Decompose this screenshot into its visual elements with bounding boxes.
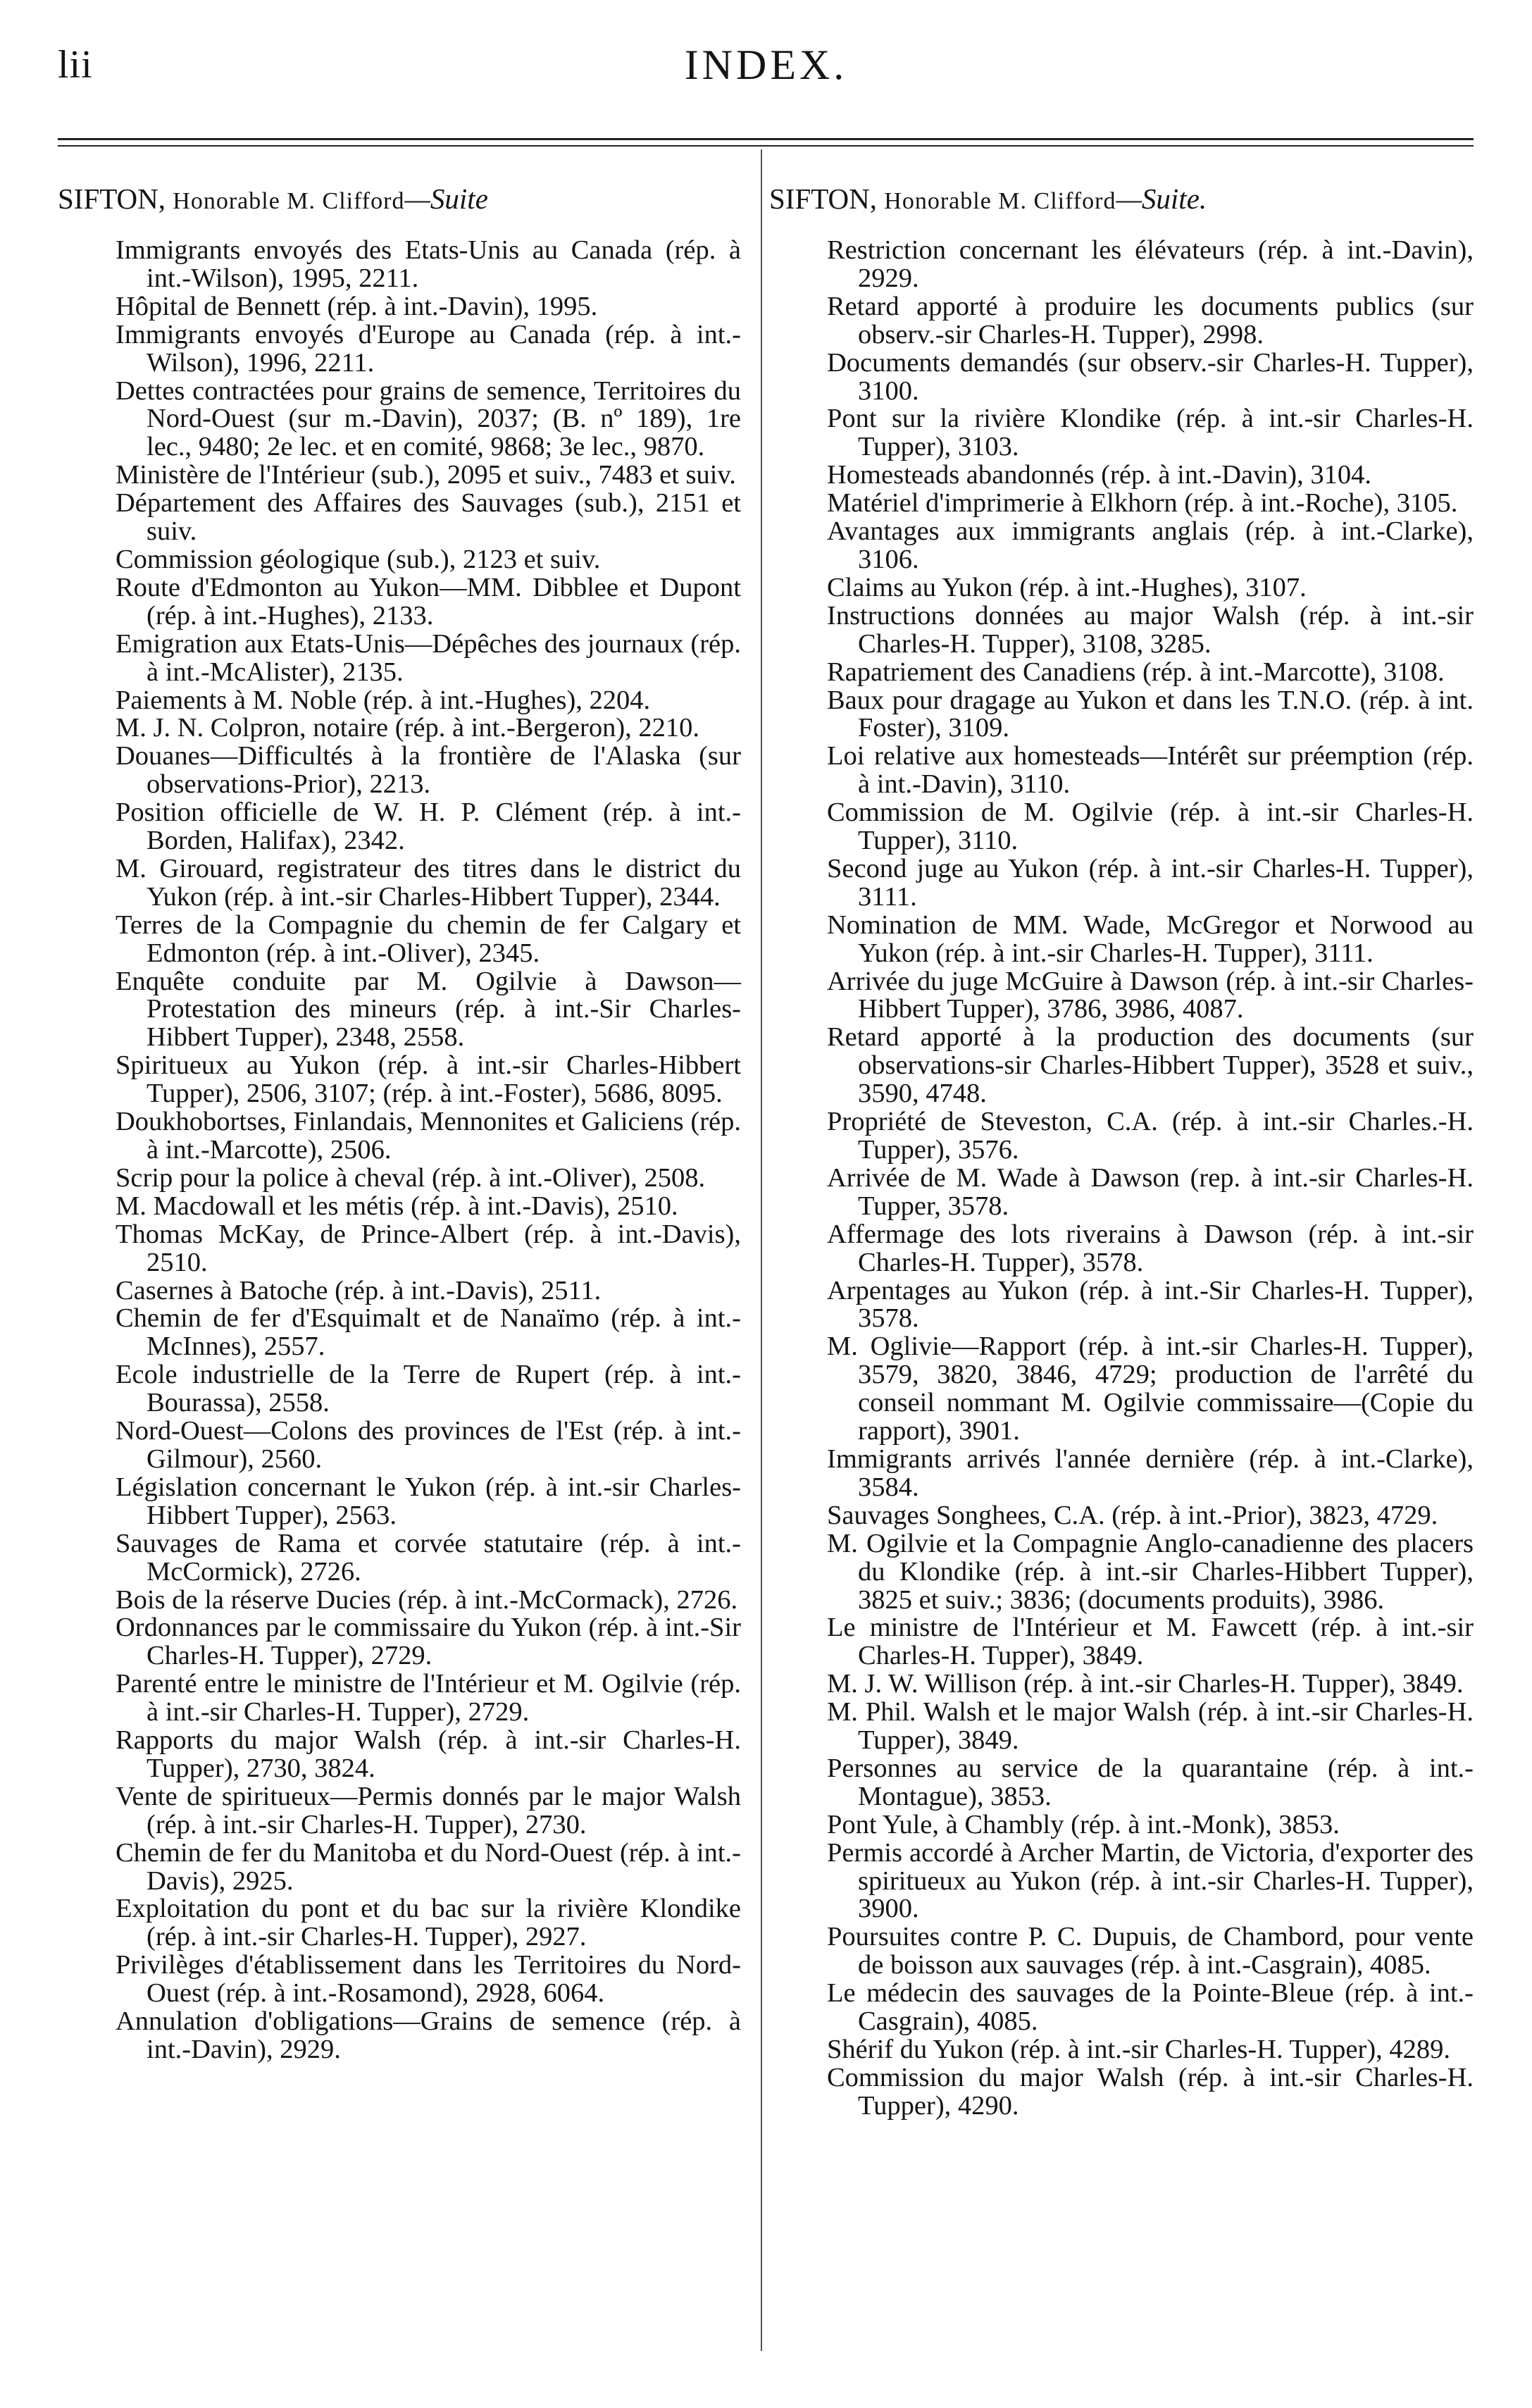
- column-heading: [769, 182, 1474, 218]
- heading-suite: —Suite.: [1116, 182, 1207, 215]
- index-entry: Commission géologique (sub.), 2123 et suiv.: [116, 544, 601, 574]
- index-entry: Scrip pour la police à cheval (rép. à int.-Oliver), 2508.: [116, 1162, 706, 1193]
- index-entry: Sauvages Songhees, C.A. (rép. à int.-Prior), 3823, 4729.: [827, 1500, 1438, 1530]
- index-entry: Homesteads abandonnés (rép. à int.-Davin), 3104.: [827, 460, 1371, 490]
- index-entry: Personnes au service de la quarantaine (rép. à int.-Montague), 3853.: [827, 1753, 1474, 1811]
- index-entry: Second juge au Yukon (rép. à int.-sir Charles-H. Tupper), 3111.: [827, 853, 1474, 912]
- index-entry: Documents demandés (sur observ.-sir Charles-H. Tupper), 3100.: [827, 347, 1474, 406]
- index-entry: Nord-Ouest—Colons des provinces de l'Est (rép. à int.-Gilmour), 2560.: [116, 1416, 741, 1474]
- index-entry: Chemin de fer d'Esquimalt et de Nanaïmo (rép. à int.-McInnes), 2557.: [116, 1303, 741, 1362]
- index-entry: Instructions données au major Walsh (rép. à int.-sir Charles-H. Tupper), 3108, 3285.: [827, 600, 1474, 659]
- index-entry: Enquête conduite par M. Ogilvie à Dawson—Protestation des mineurs (rép. à int.-Sir Charles-Hibbert Tupper), 2348, 2558.: [116, 966, 741, 1053]
- index-entry: Le ministre de l'Intérieur et M. Fawcett (rép. à int.-sir Charles-H. Tupper), 3849.: [827, 1613, 1474, 1671]
- index-entry: Avantages aux immigrants anglais (rép. à int.-Clarke), 3106.: [827, 516, 1474, 574]
- index-entry: Ordonnances par le commissaire du Yukon (rép. à int.-Sir Charles-H. Tupper), 2729.: [116, 1613, 741, 1671]
- index-entry: Chemin de fer du Manitoba et du Nord-Ouest (rép. à int.-Davis), 2925.: [116, 1837, 741, 1896]
- index-entry: Paiements à M. Noble (rép. à int.-Hughes), 2204.: [116, 685, 651, 715]
- index-entry: Emigration aux Etats-Unis—Dépêches des journaux (rép. à int.-McAlister), 2135.: [116, 628, 741, 687]
- index-entry: Matériel d'imprimerie à Elkhorn (rép. à int.-Roche), 3105.: [827, 488, 1458, 519]
- heading-honorific: Honorable M. Clifford: [173, 188, 405, 214]
- index-entry: Législation concernant le Yukon (rép. à int.-sir Charles-Hibbert Tupper), 2563.: [116, 1472, 741, 1530]
- index-entry: Arrivée de M. Wade à Dawson (rep. à int.-sir Charles-H. Tupper, 3578.: [827, 1162, 1474, 1221]
- index-entry: Restriction concernant les élévateurs (rép. à int.-Davin), 2929.: [827, 235, 1474, 293]
- index-entry: M. Ogilvie et la Compagnie Anglo-canadienne des placers du Klondike (rép. à int.-sir Charles-Hibbert Tupper), 3825 et suiv.; 3836; (documents produits), 3986.: [827, 1528, 1474, 1615]
- index-entry: Vente de spiritueux—Permis donnés par le major Walsh (rép. à int.-sir Charles-H. Tupper), 2730.: [116, 1781, 741, 1839]
- index-entry: Ecole industrielle de la Terre de Rupert (rép. à int.-Bourassa), 2558.: [116, 1360, 741, 1418]
- index-column-right: [769, 182, 1474, 2121]
- index-entry: Douanes—Difficultés à la frontière de l'Alaska (sur observations-Prior), 2213.: [116, 741, 741, 800]
- index-entry: Permis accordé à Archer Martin, de Victoria, d'exporter des spiritueux au Yukon (rép. à int.-sir Charles-H. Tupper), 3900.: [827, 1837, 1474, 1924]
- header-rule-bottom: [58, 145, 1474, 147]
- index-entry: Pont sur la rivière Klondike (rép. à int.-sir Charles-H. Tupper), 3103.: [827, 404, 1474, 462]
- index-entry: Retard apporté à la production des documents (sur observations-sir Charles-Hibbert Tupper), 3528 et suiv., 3590, 4748.: [827, 1022, 1474, 1109]
- index-entry: Bois de la réserve Ducies (rép. à int.-McCormack), 2726.: [116, 1584, 738, 1615]
- index-entry: Commission du major Walsh (rép. à int.-sir Charles-H. Tupper), 4290.: [827, 2062, 1474, 2121]
- index-entry: Shérif du Yukon (rép. à int.-sir Charles-H. Tupper), 4289.: [827, 2035, 1451, 2064]
- index-entry: Route d'Edmonton au Yukon—MM. Dibblee et Dupont (rép. à int.-Hughes), 2133.: [116, 572, 741, 631]
- index-entry: Propriété de Steveston, C.A. (rép. à int.-sir Charles.-H. Tupper), 3576.: [827, 1107, 1474, 1165]
- index-entry: Sauvages de Rama et corvée statutaire (rép. à int.-McCormick), 2726.: [116, 1528, 741, 1587]
- index-entry: M. Oglivie—Rapport (rép. à int.-sir Charles-H. Tupper), 3579, 3820, 3846, 4729; production de l'arrêté du conseil nommant M. Ogilvie commissaire—(Copie du rapport), 3901.: [827, 1332, 1474, 1446]
- index-entry: Dettes contractées pour grains de semence, Territoires du Nord-Ouest (sur m.-Davin), 2037; (B. nº 189), 1re lec., 9480; 2e lec. et en comité, 9868; 3e lec., 9870.: [116, 376, 741, 462]
- index-entry: Le médecin des sauvages de la Pointe-Bleue (rép. à int.-Casgrain), 4085.: [827, 1978, 1474, 2037]
- header-rule-top: [58, 138, 1474, 140]
- index-entry: Retard apporté à produire les documents publics (sur observ.-sir Charles-H. Tupper), 2998.: [827, 291, 1474, 349]
- index-entry: Thomas McKay, de Prince-Albert (rép. à int.-Davis), 2510.: [116, 1219, 741, 1277]
- index-column-left: [58, 182, 741, 2064]
- index-entry: Département des Affaires des Sauvages (sub.), 2151 et suiv.: [116, 488, 741, 547]
- index-entry: M. Phil. Walsh et le major Walsh (rép. à int.-sir Charles-H. Tupper), 3849.: [827, 1697, 1474, 1756]
- index-entry: Commission de M. Ogilvie (rép. à int.-sir Charles-H. Tupper), 3110.: [827, 798, 1474, 856]
- index-entry: Privilèges d'établissement dans les Territoires du Nord-Ouest (rép. à int.-Rosamond), 2928, 6064.: [116, 1950, 741, 2009]
- index-entry: Arrivée du juge McGuire à Dawson (rép. à int.-sir Charles-Hibbert Tupper), 3786, 3986, 4087.: [827, 966, 1474, 1024]
- index-entry: Immigrants arrivés l'année dernière (rép. à int.-Clarke), 3584.: [827, 1444, 1474, 1502]
- index-entry: M. J. N. Colpron, notaire (rép. à int.-Bergeron), 2210.: [116, 713, 700, 743]
- index-entry: Arpentages au Yukon (rép. à int.-Sir Charles-H. Tupper), 3578.: [827, 1275, 1474, 1334]
- page-title: INDEX.: [684, 42, 848, 88]
- index-entry: Rapatriement des Canadiens (rép. à int.-Marcotte), 3108.: [827, 657, 1445, 687]
- index-entry: Hôpital de Bennett (rép. à int.-Davin), 1995.: [116, 291, 598, 321]
- index-entry: Ministère de l'Intérieur (sub.), 2095 et suiv., 7483 et suiv.: [116, 460, 736, 490]
- index-entry: Exploitation du pont et du bac sur la rivière Klondike (rép. à int.-sir Charles-H. Tupper), 2927.: [116, 1894, 741, 1952]
- index-entry: Doukhobortses, Finlandais, Mennonites et Galiciens (rép. à int.-Marcotte), 2506.: [116, 1107, 741, 1165]
- index-entry: Terres de la Compagnie du chemin de fer Calgary et Edmonton (rép. à int.-Oliver), 2345.: [116, 910, 741, 968]
- index-entry: Annulation d'obligations—Grains de semence (rép. à int.-Davin), 2929.: [116, 2006, 741, 2064]
- index-entry: Nomination de MM. Wade, McGregor et Norwood au Yukon (rép. à int.-sir Charles-H. Tupper), 3111.: [827, 910, 1474, 968]
- index-entry: Claims au Yukon (rép. à int.-Hughes), 3107.: [827, 572, 1307, 602]
- index-entries: [58, 237, 741, 2064]
- index-entries: [769, 237, 1474, 2121]
- index-entry: M. Girouard, registrateur des titres dans le district du Yukon (rép. à int.-sir Charles-Hibbert Tupper), 2344.: [116, 853, 741, 912]
- heading-name: SIFTON,: [58, 182, 166, 215]
- column-divider: [761, 149, 762, 2351]
- index-entry: Affermage des lots riverains à Dawson (rép. à int.-sir Charles-H. Tupper), 3578.: [827, 1219, 1474, 1277]
- index-entry: Position officielle de W. H. P. Clément (rép. à int.-Borden, Halifax), 2342.: [116, 798, 741, 856]
- index-entry: Immigrants envoyés des Etats-Unis au Canada (rép. à int.-Wilson), 1995, 2211.: [116, 235, 741, 293]
- heading-name: SIFTON,: [769, 182, 878, 215]
- heading-honorific: Honorable M. Clifford: [884, 188, 1116, 214]
- index-entry: Pont Yule, à Chambly (rép. à int.-Monk), 3853.: [827, 1809, 1340, 1839]
- index-entry: Poursuites contre P. C. Dupuis, de Chambord, pour vente de boisson aux sauvages (rép. à int.-Casgrain), 4085.: [827, 1922, 1474, 1980]
- column-heading: [58, 182, 741, 218]
- index-entry: M. J. W. Willison (rép. à int.-sir Charles-H. Tupper), 3849.: [827, 1669, 1464, 1699]
- index-entry: Loi relative aux homesteads—Intérêt sur préemption (rép. à int.-Davin), 3110.: [827, 741, 1474, 800]
- index-entry: Spiritueux au Yukon (rép. à int.-sir Charles-Hibbert Tupper), 2506, 3107; (rép. à int.-Foster), 5686, 8095.: [116, 1050, 741, 1109]
- index-entry: Parenté entre le ministre de l'Intérieur et M. Ogilvie (rép. à int.-sir Charles-H. Tupper), 2729.: [116, 1669, 741, 1727]
- index-entry: Immigrants envoyés d'Europe au Canada (rép. à int.-Wilson), 1996, 2211.: [116, 319, 741, 378]
- heading-suite: —Suite: [404, 182, 488, 215]
- index-entry: Rapports du major Walsh (rép. à int.-sir Charles-H. Tupper), 2730, 3824.: [116, 1725, 741, 1783]
- page-number: lii: [58, 43, 93, 87]
- index-entry: Baux pour dragage au Yukon et dans les T.N.O. (rép. à int. Foster), 3109.: [827, 685, 1474, 743]
- index-entry: M. Macdowall et les métis (rép. à int.-Davis), 2510.: [116, 1191, 678, 1221]
- index-entry: Casernes à Batoche (rép. à int.-Davis), 2511.: [116, 1275, 602, 1305]
